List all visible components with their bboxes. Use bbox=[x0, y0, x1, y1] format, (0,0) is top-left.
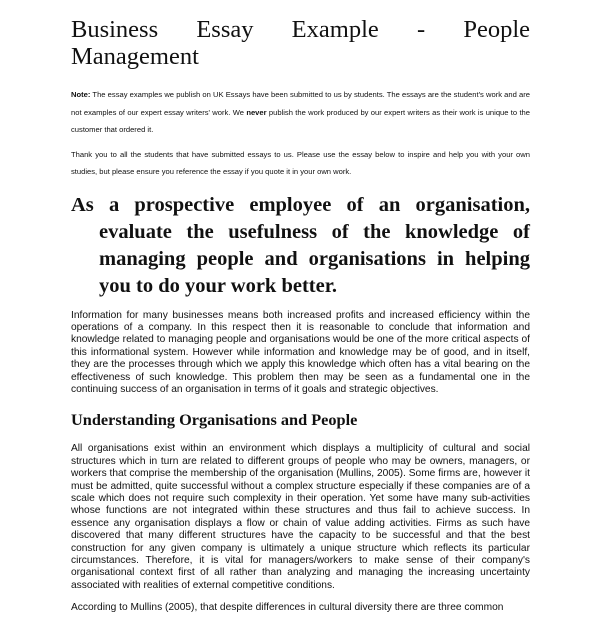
section-heading: Understanding Organisations and People bbox=[71, 410, 358, 430]
intro-paragraph: Information for many businesses means both increased profits and increased efficiency within the operations of a company. In this respect then it is reasonable to conclude that information and knowledge related to managing people and organisations would be one of the more critical aspects of this informational system. However while information and knowledge may be of good, and in itself, they are the processes through which we apply this knowledge which often has a vital bearing on the effectiveness of such knowledge. This problem then may be seen as a fundamental one in the continuing success of an organisation in terms of it goals and strategic objectives. bbox=[71, 309, 530, 395]
note-label: Note: bbox=[71, 90, 91, 99]
note-emphasis: never bbox=[246, 107, 267, 117]
note-text-before: The essay examples we publish on UK Essays have been submitted to us by students. The essays are the student's work and are not examples of our expert essay writers' work. We bbox=[71, 90, 530, 117]
note-text-after: publish the work produced by our expert writers as their work is unique to the customer that ordered it. bbox=[71, 107, 531, 134]
disclaimer-note bbox=[71, 86, 530, 139]
thanks-note: Thank you to all the students that have submitted essays to us. Please use the essay below to inspire and help you with your own studies, but please ensure you reference the essay if you quote it in your own work. bbox=[71, 149, 530, 176]
document-title: Business Essay Example - People Management bbox=[71, 16, 530, 70]
essay-question: As a prospective employee of an organisation, evaluate the usefulness of the knowledge of managing people and organisations in helping you to do your work better. bbox=[71, 193, 530, 297]
essay-page bbox=[71, 16, 530, 615]
truncated-paragraph: According to Mullins (2005), that despite differences in cultural diversity there are three common bbox=[71, 602, 504, 614]
section-paragraph: All organisations exist within an environment which displays a multiplicity of cultural and social structures which in turn are related to different groups of people who may be owners, managers, or workers that comprise the membership of the organisation (Mullins, 2005). Some firms are, however it must be admitted, quite successful without a complex structure especially if these companies are of a scale which does not require such complexity in their operation. Yet some have many sub-activities whose functions are not integrated within these structures and thus fail to achieve success. In essence any organisation displays a flow or chain of value adding activities. Firms as such have discovered that many different structures have the capacity to be successful and that the best construction for any given company is ultimately a unique structure which reflects its particular circumstances. Therefore, it is vital for managers/workers to make sense of their company's organisational context first of all rather than analyzing and managing the increasing uncertainty associated with realities of external competitive conditions. bbox=[71, 443, 530, 591]
